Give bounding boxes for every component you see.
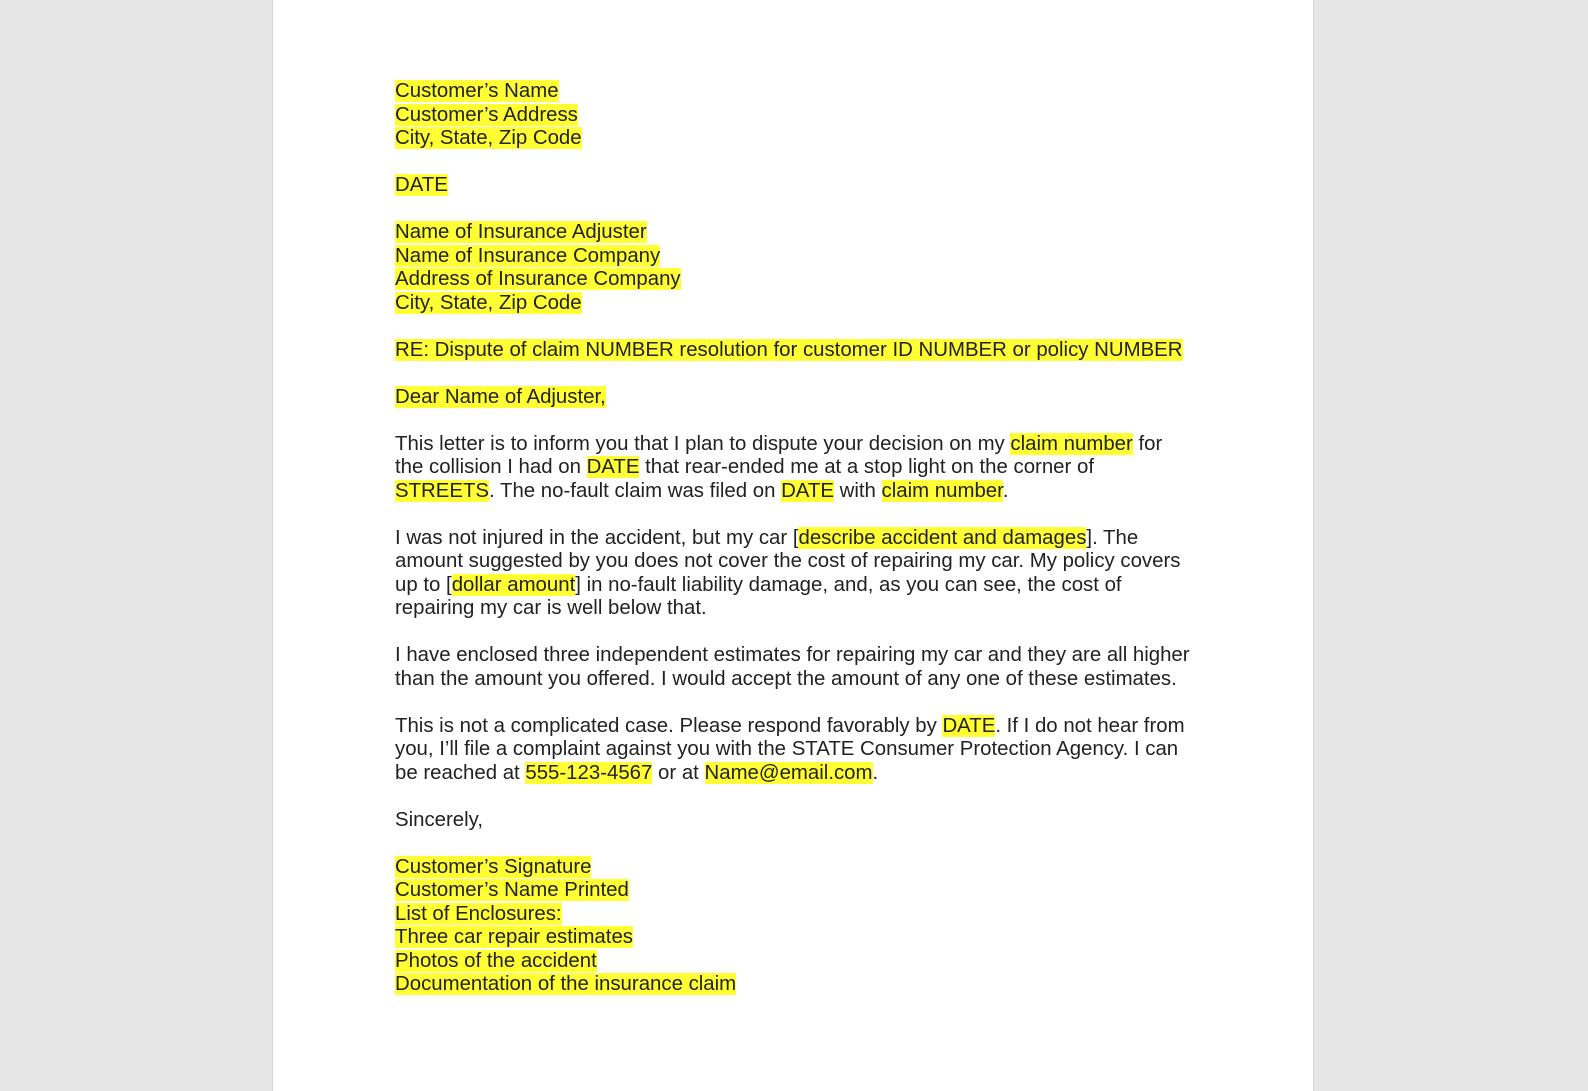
enclosure-item: Photos of the accident	[395, 949, 597, 972]
p4-email: Name@email.com	[704, 761, 873, 784]
p1-streets: STREETS	[395, 479, 490, 502]
p1-claim-number: claim number	[1010, 432, 1133, 455]
p1-date-filed: DATE	[781, 479, 834, 502]
enclosures-heading: List of Enclosures:	[395, 902, 562, 925]
p4-text-1: This is not a complicated case. Please respond favorably by	[395, 714, 943, 737]
paragraph-3: I have enclosed three independent estimates for repairing my car and they are all higher than the amount you offered. I would accept the amount of any one of these estimates.	[395, 644, 1190, 690]
salutation	[395, 386, 1195, 410]
p2-describe-damages: describe accident and damages	[798, 526, 1087, 549]
recipient-address	[395, 221, 1195, 315]
p4-text-4: .	[872, 761, 879, 784]
closing	[395, 809, 1195, 833]
enclosure-item: Documentation of the insurance claim	[395, 973, 737, 995]
p1-text-1: This letter is to inform you that I plan to dispute your decision on my	[395, 432, 1011, 455]
p4-phone: 555-123-4567	[525, 761, 653, 784]
closing-text: Sincerely,	[395, 808, 484, 831]
p2-text-2: ]. The amount suggested by you does not cover the cost of repairing my car. My policy covers up to [	[395, 526, 1181, 596]
recipient-city-state-zip: City, State, Zip Code	[395, 291, 582, 314]
recipient-company-address: Address of Insurance Company	[395, 268, 681, 290]
p4-text-3: or at	[652, 761, 705, 784]
sender-address	[395, 80, 1195, 151]
salutation-text: Dear Name of Adjuster,	[395, 385, 606, 408]
enclosure-item: Three car repair estimates	[395, 926, 633, 948]
letter-body	[395, 80, 1195, 1020]
p1-text-2: for the collision I had on	[395, 432, 1163, 478]
recipient-company: Name of Insurance Company	[395, 244, 661, 267]
p1-text-6: .	[1002, 479, 1009, 502]
paragraph-4	[395, 715, 1195, 786]
sender-city-state-zip: City, State, Zip Code	[395, 127, 582, 149]
p1-text-5: with	[833, 479, 882, 502]
p2-dollar-amount: dollar amount	[451, 573, 576, 596]
recipient-adjuster: Name of Insurance Adjuster	[395, 221, 647, 243]
p1-text-4: . The no-fault claim was filed on	[489, 479, 782, 502]
re-line: RE: Dispute of claim NUMBER resolution for customer ID NUMBER or policy NUMBER	[395, 338, 1183, 361]
p4-date: DATE	[942, 714, 996, 737]
document-page	[272, 0, 1314, 1091]
subject-line	[395, 339, 1195, 363]
signature: Customer’s Signature	[395, 855, 592, 878]
sender-address-line: Customer’s Address	[395, 103, 578, 126]
p2-text-3: ] in no-fault liability damage, and, as you can see, the cost of repairing my car is well below that.	[395, 573, 1122, 619]
letter-date	[395, 174, 1195, 198]
name-printed: Customer’s Name Printed	[395, 879, 629, 901]
signature-block	[395, 856, 1195, 997]
p1-claim-number-2: claim number	[881, 479, 1003, 502]
p1-date: DATE	[586, 456, 640, 478]
p1-text-3: that rear-ended me at a stop light on the corner of	[639, 456, 1094, 478]
p4-text-2: . If I do not hear from you, I’ll file a complaint against you with the STATE Consumer Protection Agency. I can be reached at	[395, 714, 1185, 784]
sender-name: Customer’s Name	[395, 80, 559, 102]
date-placeholder: DATE	[395, 174, 448, 196]
p2-text-1: I was not injured in the accident, but my car [	[395, 526, 799, 549]
paragraph-2	[395, 527, 1195, 621]
paragraph-1	[395, 433, 1195, 504]
